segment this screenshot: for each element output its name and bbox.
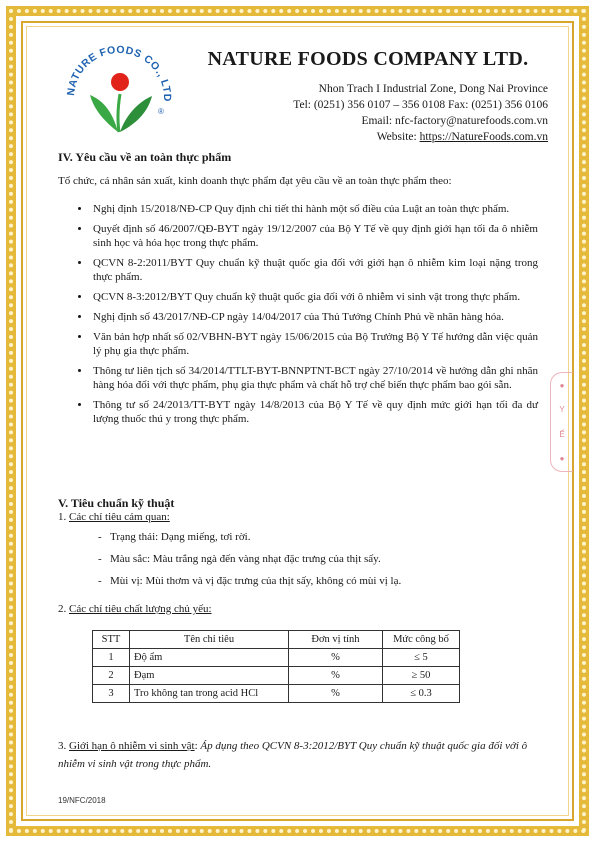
table-header-cell: STT <box>93 631 130 649</box>
table-cell: 1 <box>93 649 130 667</box>
regulation-list <box>58 202 538 426</box>
sensory-list <box>58 530 538 588</box>
table-header-cell: Mức công bố <box>383 631 460 649</box>
letterhead <box>60 40 550 143</box>
list-item: • QCVN 8-2:2011/BYT Quy chuẩn kỹ thuật quốc gia đối với giới hạn ô nhiễm kim loại nặng trong thực phẩm. <box>91 256 538 284</box>
website-label: Website: <box>376 131 420 143</box>
side-stamp: ● Y Ế ● <box>550 372 573 472</box>
section-5-title: V. Tiêu chuẩn kỹ thuật <box>58 496 175 510</box>
microbial-colon: : <box>194 740 201 752</box>
sensory-item: Trạng thái: Dạng miếng, tơi rời. <box>110 531 251 543</box>
quality-number: 2. <box>58 603 69 615</box>
table-cell: % <box>289 685 383 703</box>
list-item: - Mùi vị: Mùi thơm và vị đặc trưng của thịt sấy, không có mùi vị lạ. <box>98 575 402 587</box>
list-item: - Màu sắc: Màu trắng ngà đến vàng nhạt đặc trưng của thịt sấy. <box>98 553 381 565</box>
section-4-title: IV. Yêu cầu về an toàn thực phẩm <box>58 150 232 164</box>
company-logo <box>60 40 178 140</box>
list-item: • Văn bản hợp nhất số 02/VBHN-BYT ngày 15/06/2015 của Bộ Trưởng Bộ Y Tế hướng dẫn việc quản lý phụ gia thực phẩm. <box>91 330 538 358</box>
company-name: NATURE FOODS COMPANY LTD. <box>207 48 529 70</box>
list-item: • QCVN 8-3:2012/BYT Quy chuẩn kỹ thuật quốc gia đối với ô nhiễm vi sinh vật trong thực phẩm. <box>91 290 538 304</box>
sensory-item: Màu sắc: Màu trắng ngà đến vàng nhạt đặc trưng của thịt sấy. <box>110 553 381 565</box>
table-cell: Tro không tan trong acid HCl <box>130 685 289 703</box>
section-technical-standards <box>58 496 538 616</box>
table-cell: % <box>289 667 383 685</box>
logo-left-leaf <box>90 95 118 132</box>
company-email: Email: nfc-factory@naturefoods.com.vn <box>361 115 548 127</box>
logo-red-circle <box>111 73 129 91</box>
table-cell: ≤ 0.3 <box>383 685 460 703</box>
table-cell: ≤ 5 <box>383 649 460 667</box>
company-info <box>188 48 548 145</box>
logo-right-leaf <box>120 96 152 132</box>
table-cell: Đạm <box>130 667 289 685</box>
table-cell: 2 <box>93 667 130 685</box>
microbial-number: 3. <box>58 740 69 752</box>
logo-text: NATURE FOODS CO., LTD <box>64 43 174 102</box>
table-row <box>93 667 460 685</box>
microbial-limits <box>58 737 538 773</box>
svg-text:NATURE FOODS CO., LTD <box>65 44 173 102</box>
table-cell: ≥ 50 <box>383 667 460 685</box>
company-website-line <box>188 129 548 145</box>
microbial-label: Giới hạn ô nhiễm vi sinh vật <box>69 740 195 752</box>
logo-registered-mark: ® <box>158 107 164 116</box>
company-phone: Tel: (0251) 356 0107 – 356 0108 Fax: (0251) 356 0106 <box>293 99 548 111</box>
table-header-row <box>93 631 460 649</box>
sensory-number: 1. <box>58 511 69 523</box>
table-cell: Độ ẩm <box>130 649 289 667</box>
table-row <box>93 685 460 703</box>
list-item: • Quyết định số 46/2007/QĐ-BYT ngày 19/12/2007 của Bộ Y Tế về quy định giới hạn tối đa ô nhiễm sinh học và hóa học trong thực phẩm. <box>91 222 538 250</box>
list-item: • Thông tư liên tịch số 34/2014/TTLT-BYT-BNNPTNT-BCT ngày 27/10/2014 về hướng dẫn ghi nhãn hàng hóa đối với thực phẩm, phụ gia thực phẩm và chất hỗ trợ chế biến thực phẩm bao gói sẵn. <box>91 364 538 392</box>
table-cell: 3 <box>93 685 130 703</box>
list-item: • Nghị định 15/2018/NĐ-CP Quy định chi tiết thi hành một số điều của Luật an toàn thực phẩm. <box>91 202 538 216</box>
list-item: - Trạng thái: Dạng miếng, tơi rời. <box>98 531 251 543</box>
sensory-heading <box>58 510 538 524</box>
list-item: • Nghị định số 43/2017/NĐ-CP ngày 14/04/2017 của Thủ Tướng Chính Phủ về nhãn hàng hóa. <box>91 310 538 324</box>
sensory-label: Các chỉ tiêu cảm quan: <box>69 511 170 523</box>
list-item: • Thông tư số 24/2013/TT-BYT ngày 14/8/2013 của Bộ Y Tế về quy định mức giới hạn tối đa dư lượng thuốc thú y trong thực phẩm. <box>91 398 538 426</box>
table-header-cell: Tên chỉ tiêu <box>130 631 289 649</box>
table-row <box>93 649 460 667</box>
quality-label: Các chỉ tiêu chất lượng chủ yếu: <box>69 603 212 615</box>
microbial-text: Áp dụng theo QCVN 8-3:2012/BYT Quy chuẩn kỹ thuật quốc gia đối với ô nhiễm vi sinh vật trong thực phẩm. <box>58 740 528 770</box>
section-food-safety <box>58 150 538 432</box>
table-cell: % <box>289 649 383 667</box>
section-4-intro: Tổ chức, cá nhân sản xuất, kinh doanh thực phẩm đạt yêu cầu về an toàn thực phẩm theo: <box>58 175 452 187</box>
document-code: 19/NFC/2018 <box>58 796 106 805</box>
quality-heading <box>58 602 538 616</box>
company-address: Nhon Trach I Industrial Zone, Dong Nai Province <box>318 83 548 95</box>
sensory-item: Mùi vị: Mùi thơm và vị đặc trưng của thịt sấy, không có mùi vị lạ. <box>110 575 402 587</box>
quality-table <box>92 630 460 703</box>
website-link[interactable]: https://NatureFoods.com.vn <box>419 131 548 143</box>
table-header-cell: Đơn vị tính <box>289 631 383 649</box>
